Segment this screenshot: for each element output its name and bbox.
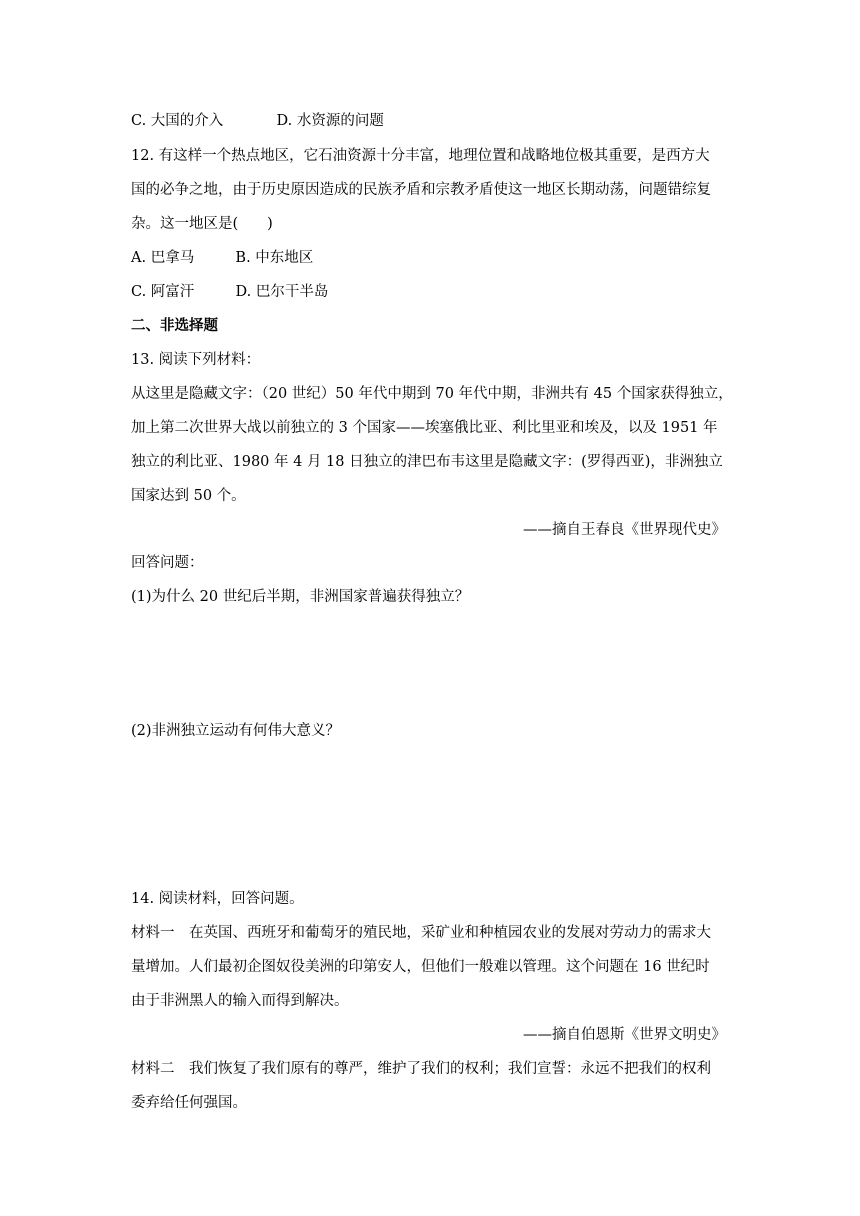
q13-intro: 13. 阅读下列材料：: [131, 352, 261, 368]
q12-option-a: A. 巴拿马: [131, 250, 195, 266]
q13-material-line-3: 独立的利比亚、1980 年 4 月 18 日独立的津巴布韦这里是隐藏文字：(罗得西亚)，非洲独立: [131, 454, 723, 470]
q14-material-1-line-1: 材料一 在英国、西班牙和葡萄牙的殖民地，采矿业和种植园农业的发展对劳动力的需求大: [131, 925, 711, 941]
q13-material-line-1: 从这里是隐藏文字：（20 世纪）50 年代中期到 70 年代中期，非洲共有 45 个国家获得独立，: [131, 386, 733, 402]
q11-option-c: C. 大国的介入: [131, 113, 224, 129]
section-heading-non-choice: 二、非选择题: [131, 317, 218, 334]
q14-intro: 14. 阅读材料，回答问题。: [131, 891, 304, 907]
q14-material-1-line-3: 由于非洲黑人的输入而得到解决。: [131, 993, 349, 1009]
q13-source-citation: ——摘自王春良《世界现代史》: [523, 522, 726, 538]
q12-option-c: C. 阿富汗: [131, 284, 195, 300]
q12-option-d: D. 巴尔干半岛: [235, 284, 329, 300]
q12-options-row-1: [131, 248, 313, 268]
q11-options-row: [131, 111, 384, 131]
q14-material-1-source: ——摘自伯恩斯《世界文明史》: [523, 1027, 726, 1043]
q14-material-1-line-2: 量增加。人们最初企图奴役美洲的印第安人，但他们一般难以管理。这个问题在 16 世纪时: [131, 959, 710, 975]
q14-material-2-line-1: 材料二 我们恢复了我们原有的尊严，维护了我们的权利；我们宣誓：永远不把我们的权利: [131, 1061, 711, 1077]
q13-subquestion-1: (1)为什么 20 世纪后半期，非洲国家普遍获得独立？: [131, 589, 470, 605]
q12-stem-line-3: 杂。这一地区是( ): [131, 216, 273, 232]
q12-stem-line-1: 12. 有这样一个热点地区，它石油资源十分丰富，地理位置和战略地位极其重要，是西方大: [131, 148, 710, 164]
q13-subquestion-2: (2)非洲独立运动有何伟大意义？: [131, 723, 341, 739]
q12-option-b: B. 中东地区: [235, 250, 314, 266]
q11-option-d: D. 水资源的问题: [276, 113, 384, 129]
q13-material-line-2: 加上第二次世界大战以前独立的 3 个国家——埃塞俄比亚、利比里亚和埃及，以及 1951 年: [131, 420, 718, 436]
q13-answer-prompt: 回答问题：: [131, 555, 204, 571]
q12-stem-line-2: 国的必争之地，由于历史原因造成的民族矛盾和宗教矛盾使这一地区长期动荡，问题错综复: [131, 182, 711, 198]
q14-material-2-line-2: 委弃给任何强国。: [131, 1095, 247, 1111]
q12-options-row-2: [131, 282, 328, 302]
q13-material-line-4: 国家达到 50 个。: [131, 488, 246, 504]
